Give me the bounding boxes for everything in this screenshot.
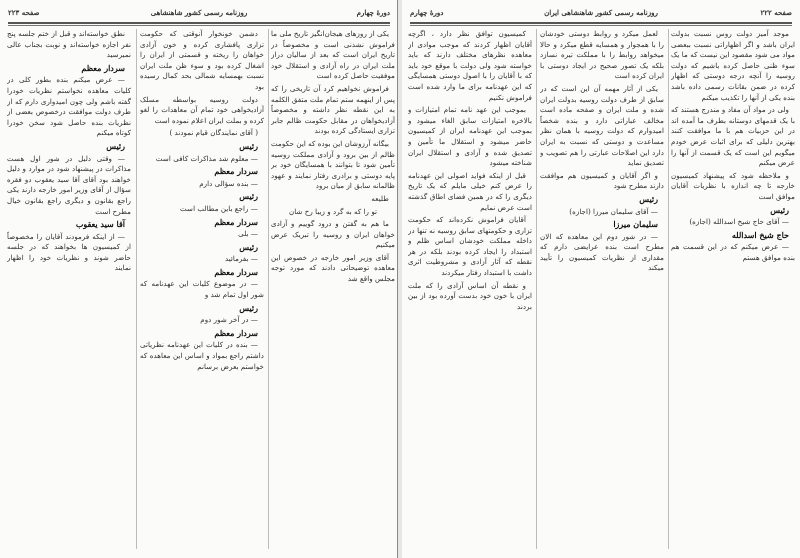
text-column [671, 29, 795, 549]
speaker-name: رئیس [239, 241, 258, 252]
newspaper-title: روزنامه رسمی کشور شاهنشاهی ایران [544, 8, 658, 17]
paragraph: — بفرمائید [224, 254, 258, 264]
paragraph: بموجب این عهد نامه تمام امتیازات و بالاخره امتیازات سابق الغاء میشود و بموجب این عهدنامه ایران از کمیسیون حاضر میشود و استقلال ما تأمین و تصدیق شده و آزادی و استقلال ایران شناخته میشود [408, 105, 532, 168]
speaker-name: رئیس [639, 193, 658, 204]
paragraph: دشمن خونخوار آنوقتی که حکومت تزاری پافشاری کرده و خون آزادی خواهان را ریخته و قسمتی از ایران را اشغال کرده بود و سوء ظن ملت ایران نسبت بهمسایه شمالی بحد کمال رسیده بود [140, 29, 264, 91]
column-divider [536, 29, 537, 549]
edition-label: دورهٔ چهارم [356, 8, 390, 17]
speaker-name: رئیس [239, 191, 258, 202]
column-divider [268, 29, 269, 549]
paragraph: فراموش نخواهیم کرد آن تاریخی را که پس از اینهمه ستم تمام ملت متفق الکلمه به این نقطه نظر داشته و مخصوصاً آزادیخواهان در مقابل حکومت ظالم جابر تزاری ایستادگی کرده بودند [271, 83, 395, 136]
paragraph: آقایان فراموش نکرده‌اند که حکومت تزاری و حکومتهای سابق روسیه نه تنها در داخله مملکت خودشان اساس ظلم و استبداد را ایجاد کرده بودند بلکه در هر نقطه که آثار آزادی و مشروطیت اثری داشت با استبداد رفتار میکردند [408, 215, 532, 278]
speaker-name: حاج شیخ اسدالله [731, 229, 789, 240]
paragraph: — آقای حاج شیخ اسدالله (اجازه) [689, 217, 789, 227]
paragraph: — آقای سلیمان میرزا (اجازه) [569, 206, 658, 216]
paragraph: لعمل میکرد و روابط دوستی خودشان را با همجوار و همسایه قطع میکرد و حالا میخواهد روابط را با مملکت تیره نسازد بلکه یک تصور صحیح در ایجاد دوستی با ایران کرده است [540, 29, 664, 81]
page-number: صفحه ۲۲۲ [760, 8, 792, 17]
speaker-name: سلیمان میرزا [613, 219, 658, 230]
column-divider [136, 29, 137, 549]
speaker-name: سردار معظم [214, 327, 258, 338]
text-column [408, 29, 532, 549]
paragraph: قبل از اینکه فواید اصولی این عهدنامه را عرض کنم خیلی مایلم که یک تاریخ دیگری را که در همین فضای اطاق گذشته است عرض نمایم [408, 170, 532, 212]
text-column [540, 29, 664, 549]
column-divider [668, 29, 669, 549]
paragraph: — عرض میکنم که در این قسمت هم بنده موافق هستم [671, 242, 795, 262]
edition-label: دورهٔ چهارم [410, 8, 444, 17]
paragraph: یکی از روزهای هیجان‌انگیز تاریخ ملی ما فراموش نشدنی است و مخصوصاً در تاریخ ایران است که بعد از سالیان دراز ملت ایران در راه آزادی و استقلال خود موفقیت حاصل کرده است [271, 29, 395, 81]
paragraph: و نقطه آن اساس آزادی را که ملت ایران با خون خود بدست آورده بود از بین بردند [408, 280, 532, 311]
speaker-name: آقا سید یعقوب [75, 219, 125, 230]
speaker-name: سردار معظم [214, 216, 258, 227]
page-header [8, 6, 390, 20]
paragraph: بیگانه آرزوشان این بوده که این حکومت ظالم از بین برود و آزادی مملکت روسیه تأمین شود تا بتوانند با همسایگان خود بر پایه دوستی و برادری رفتار نمایند و عهود ظالمانه سابق از میان برود [271, 138, 395, 191]
paragraph: — وقتی دلیل در شور اول هست مذاکرات در پیشنهاد شود در موارد و دلیل خواهند بود آقای آقا سید یعقوب دو فقره سؤال از آقای وزیر امور خارجه دارند یکی راجع بقانون و دیگری راجع بقانون خیال مطرح است [7, 153, 131, 216]
paragraph: ( آقای نمایندگان قیام نمودند ) [169, 128, 258, 138]
paragraph: — راجع باین مطالب است [180, 203, 258, 213]
paragraph: — بلی [238, 229, 258, 239]
speaker-name: رئیس [239, 140, 258, 151]
paragraph: — در موضوع کلیات این عهدنامه که شور اول تمام شد و [140, 279, 264, 300]
speaker-name: سردار معظم [81, 62, 125, 73]
paragraph: — در آخر شور دوم [200, 315, 258, 325]
paragraph: — بنده سؤالی دارم [199, 178, 258, 188]
text-column [140, 29, 264, 549]
speaker-name: سردار معظم [214, 166, 258, 177]
paragraph: ما هم به گفتن و درود گوییم و آزادی خواهان ایران و روسیه را تبریک عرض میکنیم [271, 219, 395, 250]
page-header [410, 6, 792, 20]
text-column [271, 29, 395, 549]
paragraph: — بنده در کلیات این عهدنامه نظریاتی داشتم راجع بمواد و اساس این معاهده که خواستم بعرض برسانم [140, 340, 264, 371]
paragraph: دولت روسیه بواسطه مسلک آزادیخواهی خود تمام آن معاهدات را لغو کرده و بملت ایران اعلام نموده است [140, 94, 264, 125]
paragraph: طلیعه [371, 193, 389, 203]
speaker-name: رئیس [239, 302, 258, 313]
text-column [7, 29, 131, 549]
header-rule [8, 22, 390, 26]
paragraph: — عرض میکنم بنده بطور کلی در کلیات معاهده نخواستم نظریات خودرا گفته باشم ولی چون امیدواری دارم که از طرف دولت موافقت درخصوص بعضی از نظریات بنده حاصل شود سخن خودرا کوتاه میکنم [7, 75, 131, 138]
paragraph: نطق خواسته‌اند و قبل از ختم جلسه پنج نفر اجازه خواسته‌اند و نوبت بجناب عالی نمیرسید [7, 29, 131, 60]
paragraph: و اگر آقایان و کمیسیون هم موافقت دارند مطرح شود [540, 170, 664, 191]
newspaper-title: روزنامه رسمی کشور شاهنشاهی [150, 8, 248, 17]
paragraph: — از اینکه فرمودند آقایان را مخصوصاً از کمیسیون ها بخواهند که در جلسه حاضر شوند و نظریات خود را اظهار نمایند [7, 231, 131, 273]
paragraph: — معلوم شد مذاکرات کافی است [155, 153, 258, 163]
page-number: صفحه ۲۲۳ [8, 8, 40, 17]
paragraph: یکی از آثار مهمه آن این است که در سابق از طرف دولت روسیه بدولت ایران شده و ملت ایران و صفحه ماده است مخالف عباراتی دارد و بنده شخصاً امیدوارم که دولت روسیه با همان نظر مساعدت و دوستی که نسبت به ایران دارد این اصلاحات عبارتی را هم تصویب و تصدیق نماید [540, 83, 664, 168]
paragraph: ولی در مواد آن مفاد و مندرج هستند که با یک قدمهای دوستانه بطرف ما آمده اند در این حزبیات هم با ما موافقت کنند بهترین دلیلی که برای اثبات عرض خودم میگویم این است که یک قسمت از آنها را عرض میکنم [671, 105, 795, 168]
paragraph: تو را که به گرد و زیبا رخ شان [288, 206, 378, 216]
paragraph: و ملاحظه شود که پیشنهاد کمیسیون خارجه تا چه اندازه با نظریات آقایان موافق است [671, 170, 795, 201]
speaker-name: سردار معظم [214, 266, 258, 277]
paragraph: کمیسیون توافق نظر دارد ، اگرچه آقایان اظهار کردند که موجب موادی از معاهده نظرهای مختلف دارند که باید خواسته شود ولی دولت با موقع خود باید که با آقایان را با اصول دوستی همسایگی که این عهدنامه برای ما وارد شده است فراموش نکنیم [408, 29, 532, 102]
left-page [0, 0, 398, 558]
paragraph: آقای وزیر امور خارجه در خصوص این معاهده توضیحاتی دادند که مورد توجه مجلس واقع شد [271, 252, 395, 284]
paragraph: — در شور دوم این معاهده که الان مطرح است بنده عرایضی دارم که مقداری از نظریات کمیسیون را تأیید میکند [540, 231, 664, 273]
speaker-name: رئیس [106, 140, 125, 151]
paragraph: موجد آمیز دولت روس نسبت بدولت ایران باشد و اگر اظهاراتی نسبت ببعضی مواد می شود مقصود این نیست که ما یک سوء ظنی حاصل کرده باشیم که دولت روسیه را آنچه درجه دوستی که اظهار کرده در ضمن بقانات رسمی داده باشد بنده یکی از آنها را تکذیب میکنم [671, 29, 795, 102]
speaker-name: رئیس [770, 204, 789, 215]
right-page [402, 0, 800, 558]
header-rule [410, 22, 792, 26]
